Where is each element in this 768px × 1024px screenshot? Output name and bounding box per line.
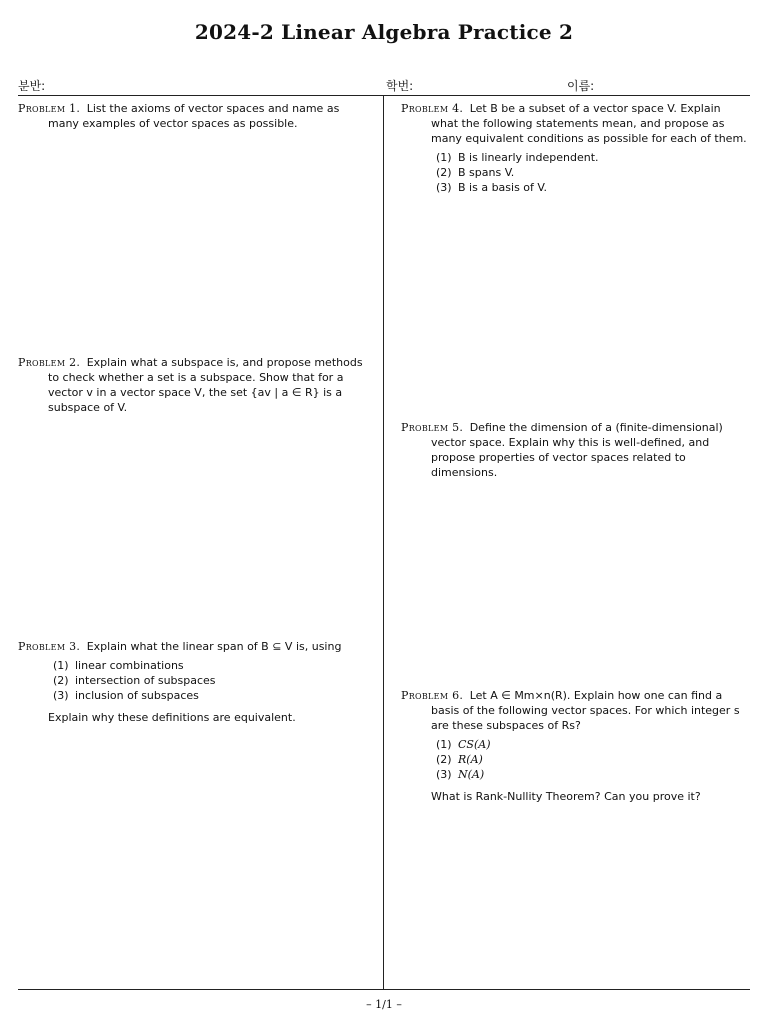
- problem-4-text: Let B be a subset of a vector space V. Explain what the following statements mean, and propose as many equivalent conditions as possible for each of them.: [431, 102, 747, 145]
- item-text: R(A): [458, 753, 483, 766]
- list-item: [436, 752, 750, 767]
- problem-3-followup: Explain why these definitions are equivalent.: [48, 711, 296, 724]
- item-text: inclusion of subspaces: [75, 689, 199, 702]
- item-text: linear combinations: [75, 659, 184, 672]
- item-number: (2): [436, 753, 452, 766]
- page-number: – 1/1 –: [366, 998, 402, 1011]
- item-number: (2): [53, 674, 69, 687]
- problem-1-text: List the axioms of vector spaces and name as many examples of vector spaces as possible.: [48, 102, 340, 130]
- problem-4-list: [401, 150, 750, 195]
- problem-5-heading: Problem 5.: [401, 421, 464, 434]
- name-field-label: 이름:: [567, 79, 595, 93]
- problem-2-heading: Problem 2.: [18, 356, 81, 369]
- problem-6: [401, 688, 750, 804]
- list-item: [53, 658, 368, 673]
- problem-1: [18, 101, 368, 131]
- list-item: [436, 767, 750, 782]
- column-divider: [383, 95, 384, 990]
- problem-6-text: Let A ∈ Mm×n(R). Explain how one can find a basis of the following vector spaces. For which integer s are these subspaces of Rs?: [431, 689, 740, 732]
- problem-3-text: Explain what the linear span of B ⊆ V is, using: [86, 640, 342, 653]
- item-number: (1): [436, 738, 452, 751]
- item-number: (1): [436, 151, 452, 164]
- problem-3-list: [18, 658, 368, 703]
- student-id-field-label: 학번:: [386, 79, 414, 93]
- page-title: 2024-2 Linear Algebra Practice 2: [194, 20, 574, 44]
- footer-rule: [18, 989, 750, 990]
- list-item: [436, 737, 750, 752]
- item-text: B spans V.: [458, 166, 515, 179]
- problem-2-text: Explain what a subspace is, and propose methods to check whether a set is a subspace. Show that for a vector v in a vector space V, the set {av | a ∈ R} is a subspace of V.: [48, 356, 363, 414]
- item-text: intersection of subspaces: [75, 674, 216, 687]
- problem-2: [18, 355, 368, 415]
- problem-6-followup: What is Rank-Nullity Theorem? Can you prove it?: [431, 790, 701, 803]
- problem-5-text: Define the dimension of a (finite-dimensional) vector space. Explain why this is well-defined, and propose properties of vector spaces related to dimensions.: [431, 421, 723, 479]
- header-rule: [18, 95, 750, 96]
- list-item: [53, 673, 368, 688]
- class-field-label: 분반:: [18, 79, 46, 93]
- item-text: N(A): [458, 768, 485, 781]
- item-number: (2): [436, 166, 452, 179]
- problem-6-heading: Problem 6.: [401, 689, 464, 702]
- problem-5: [401, 420, 750, 480]
- list-item: [436, 180, 750, 195]
- item-number: (3): [53, 689, 69, 702]
- problem-3: [18, 639, 368, 725]
- problem-4: [401, 101, 750, 195]
- item-number: (3): [436, 181, 452, 194]
- item-text: B is a basis of V.: [458, 181, 548, 194]
- item-number: (1): [53, 659, 69, 672]
- list-item: [53, 688, 368, 703]
- problem-6-list: [401, 737, 750, 782]
- item-text: B is linearly independent.: [458, 151, 599, 164]
- list-item: [436, 165, 750, 180]
- item-number: (3): [436, 768, 452, 781]
- item-text: CS(A): [458, 738, 491, 751]
- problem-3-heading: Problem 3.: [18, 640, 81, 653]
- problem-1-heading: Problem 1.: [18, 102, 81, 115]
- list-item: [436, 150, 750, 165]
- problem-4-heading: Problem 4.: [401, 102, 464, 115]
